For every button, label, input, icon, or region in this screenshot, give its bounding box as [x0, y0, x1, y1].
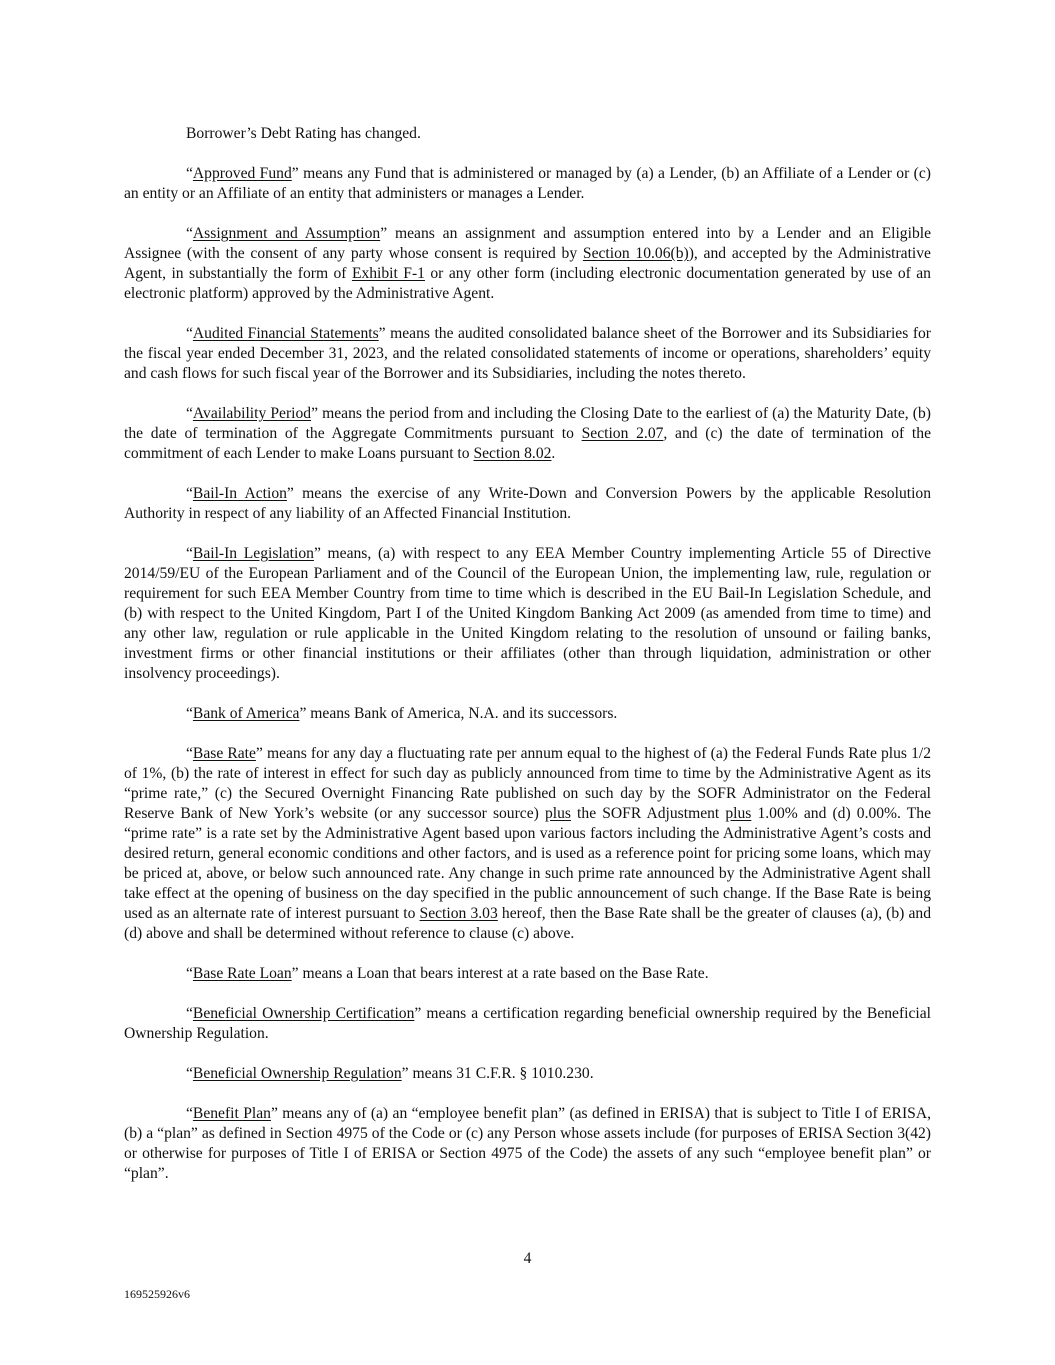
- definition-paragraph: [124, 1104, 931, 1184]
- defined-term: Bail-In Action: [192, 485, 287, 502]
- page-number: 4: [523, 1250, 532, 1267]
- cross-reference: plus: [544, 805, 571, 822]
- definitions-body: [124, 124, 931, 1204]
- paragraph-text: “: [186, 1105, 193, 1122]
- paragraph-text: “: [186, 225, 193, 242]
- paragraph-text: ), and accepted by the Administrative Agent, in substantially the form of: [124, 245, 931, 282]
- defined-term: Availability Period: [192, 405, 312, 422]
- paragraph-text: “: [186, 405, 193, 422]
- paragraph-text: 1.00% and (d) 0.00%. The “prime rate” is a rate set by the Administrative Agent based upon various factors including the Administrative Agent’s costs and desired return, general economic conditions and other factors, and is used as a reference point for pricing some loans, which may be priced at, above, or below such announced rate. Any change in such prime rate announced by the Administrative Agent shall take effect at the opening of business on the day specified in the public announcement of such change. If the Base Rate is being used as an alternate rate of interest pursuant to: [124, 805, 932, 922]
- paragraph-text: , and (c) the date of termination of the commitment of each Lender to make Loans pursuant to: [124, 425, 931, 462]
- paragraph-text: “: [186, 485, 193, 502]
- defined-term: Beneficial Ownership Regulation: [192, 1065, 402, 1082]
- paragraph-text: ” means a certification regarding beneficial ownership required by the Beneficial Ownership Regulation.: [124, 1005, 932, 1042]
- cross-reference: Section 2.07: [581, 425, 664, 442]
- paragraph-text: ” means Bank of America, N.A. and its successors.: [299, 705, 618, 722]
- paragraph-text: ” means any Fund that is administered or managed by (a) a Lender, (b) an Affiliate of a Lender or (c) an entity or an Affiliate of an entity that administers or manages a Lender.: [124, 165, 931, 202]
- cross-reference: plus: [725, 805, 752, 822]
- defined-term: Bail-In Legislation: [192, 545, 314, 562]
- defined-term: Base Rate Loan: [192, 965, 292, 982]
- cross-reference: Section 10.06(b): [582, 245, 689, 262]
- paragraph-text: the SOFR Adjustment: [570, 805, 726, 822]
- paragraph-text: hereof, then the Base Rate shall be the greater of clauses (a), (b) and (d) above and shall be determined without reference to clause (c) above.: [124, 905, 931, 942]
- definition-paragraph: [124, 1004, 931, 1044]
- paragraph-text: ” means, (a) with respect to any EEA Member Country implementing Article 55 of Directive 2014/59/EU of the European Parliament and of the Council of the European Union, the implementing law, rule, regulation or requirement for such EEA Member Country from time to time which is described in the EU Bail-In Legislation Schedule, and (b) with respect to the United Kingdom, Part I of the United Kingdom Banking Act 2009 (as amended from time to time) and any other law, regulation or rule applicable in the United Kingdom relating to the resolution of unsound or failing banks, investment firms or other financial institutions or their affiliates (other than through liquidation, administration or other insolvency proceedings).: [124, 545, 931, 682]
- paragraph-text: “: [186, 745, 193, 762]
- paragraph-text: “: [186, 705, 193, 722]
- defined-term: Base Rate: [192, 745, 256, 762]
- paragraph-text: Borrower’s Debt Rating has changed.: [186, 125, 421, 142]
- definition-paragraph: [124, 324, 931, 384]
- definition-paragraph: [124, 544, 931, 684]
- defined-term: Assignment and Assumption: [192, 225, 381, 242]
- paragraph-text: “: [186, 1065, 193, 1082]
- defined-term: Audited Financial Statements: [192, 325, 379, 342]
- paragraph-text: “: [186, 965, 193, 982]
- definition-paragraph: [124, 744, 931, 944]
- definition-paragraph: [124, 964, 931, 984]
- paragraph-text: “: [186, 165, 193, 182]
- paragraph-text: ” means any of (a) an “employee benefit plan” (as defined in ERISA) that is subject to Title I of ERISA, (b) a “plan” as defined in Section 4975 of the Code or (c) any Person whose assets include (for purposes of ERISA Section 3(42) or otherwise for purposes of Title I of ERISA or Section 4975 of the Code) the assets of any such “employee benefit plan” or “plan”.: [124, 1105, 931, 1182]
- definition-paragraph: [124, 1064, 931, 1084]
- defined-term: Benefit Plan: [192, 1105, 271, 1122]
- definition-paragraph: [124, 404, 931, 464]
- definition-paragraph: [124, 704, 931, 724]
- defined-term: Bank of America: [192, 705, 300, 722]
- cross-reference: Section 8.02: [473, 445, 552, 462]
- paragraph-text: “: [186, 1005, 193, 1022]
- paragraph-text: ” means an assignment and assumption entered into by a Lender and an Eligible Assignee (with the consent of any party whose consent is required by: [124, 225, 931, 262]
- paragraph-text: ” means the period from and including the Closing Date to the earliest of (a) the Maturity Date, (b) the date of termination of the Aggregate Commitments pursuant to: [124, 405, 931, 442]
- paragraph-text: or any other form (including electronic documentation generated by use of an electronic platform) approved by the Administrative Agent.: [124, 265, 931, 302]
- paragraph-text: .: [551, 445, 556, 462]
- definition-paragraph: [124, 484, 931, 524]
- defined-term: Approved Fund: [192, 165, 292, 182]
- paragraph-text: “: [186, 545, 193, 562]
- paragraph-text: ” means the audited consolidated balance sheet of the Borrower and its Subsidiaries for the fiscal year ended December 31, 2023, and the related consolidated statements of income or operations, shareholders’ equity and cash flows for such fiscal year of the Borrower and its Subsidiaries, including the notes thereto.: [124, 325, 931, 382]
- document-id: 169525926v6: [124, 1287, 190, 1301]
- continued-text-paragraph: [124, 124, 931, 144]
- paragraph-text: ” means for any day a fluctuating rate per annum equal to the highest of (a) the Federal Funds Rate plus 1/2 of 1%, (b) the rate of interest in effect for such day as publicly announced from time to time by the Administrative Agent as its “prime rate,” (c) the Secured Overnight Financing Rate published on such day by the SOFR Administrator on the Federal Reserve Bank of New York’s website (or any successor source): [124, 745, 931, 822]
- paragraph-text: ” means 31 C.F.R. § 1010.230.: [401, 1065, 594, 1082]
- paragraph-text: ” means the exercise of any Write-Down and Conversion Powers by the applicable Resolution Authority in respect of any liability of an Affected Financial Institution.: [124, 485, 931, 522]
- cross-reference: Exhibit F-1: [351, 265, 425, 282]
- paragraph-text: “: [186, 325, 193, 342]
- definition-paragraph: [124, 164, 931, 204]
- paragraph-text: ” means a Loan that bears interest at a rate based on the Base Rate.: [291, 965, 709, 982]
- definition-paragraph: [124, 224, 931, 304]
- cross-reference: Section 3.03: [419, 905, 498, 922]
- defined-term: Beneficial Ownership Certification: [192, 1005, 415, 1022]
